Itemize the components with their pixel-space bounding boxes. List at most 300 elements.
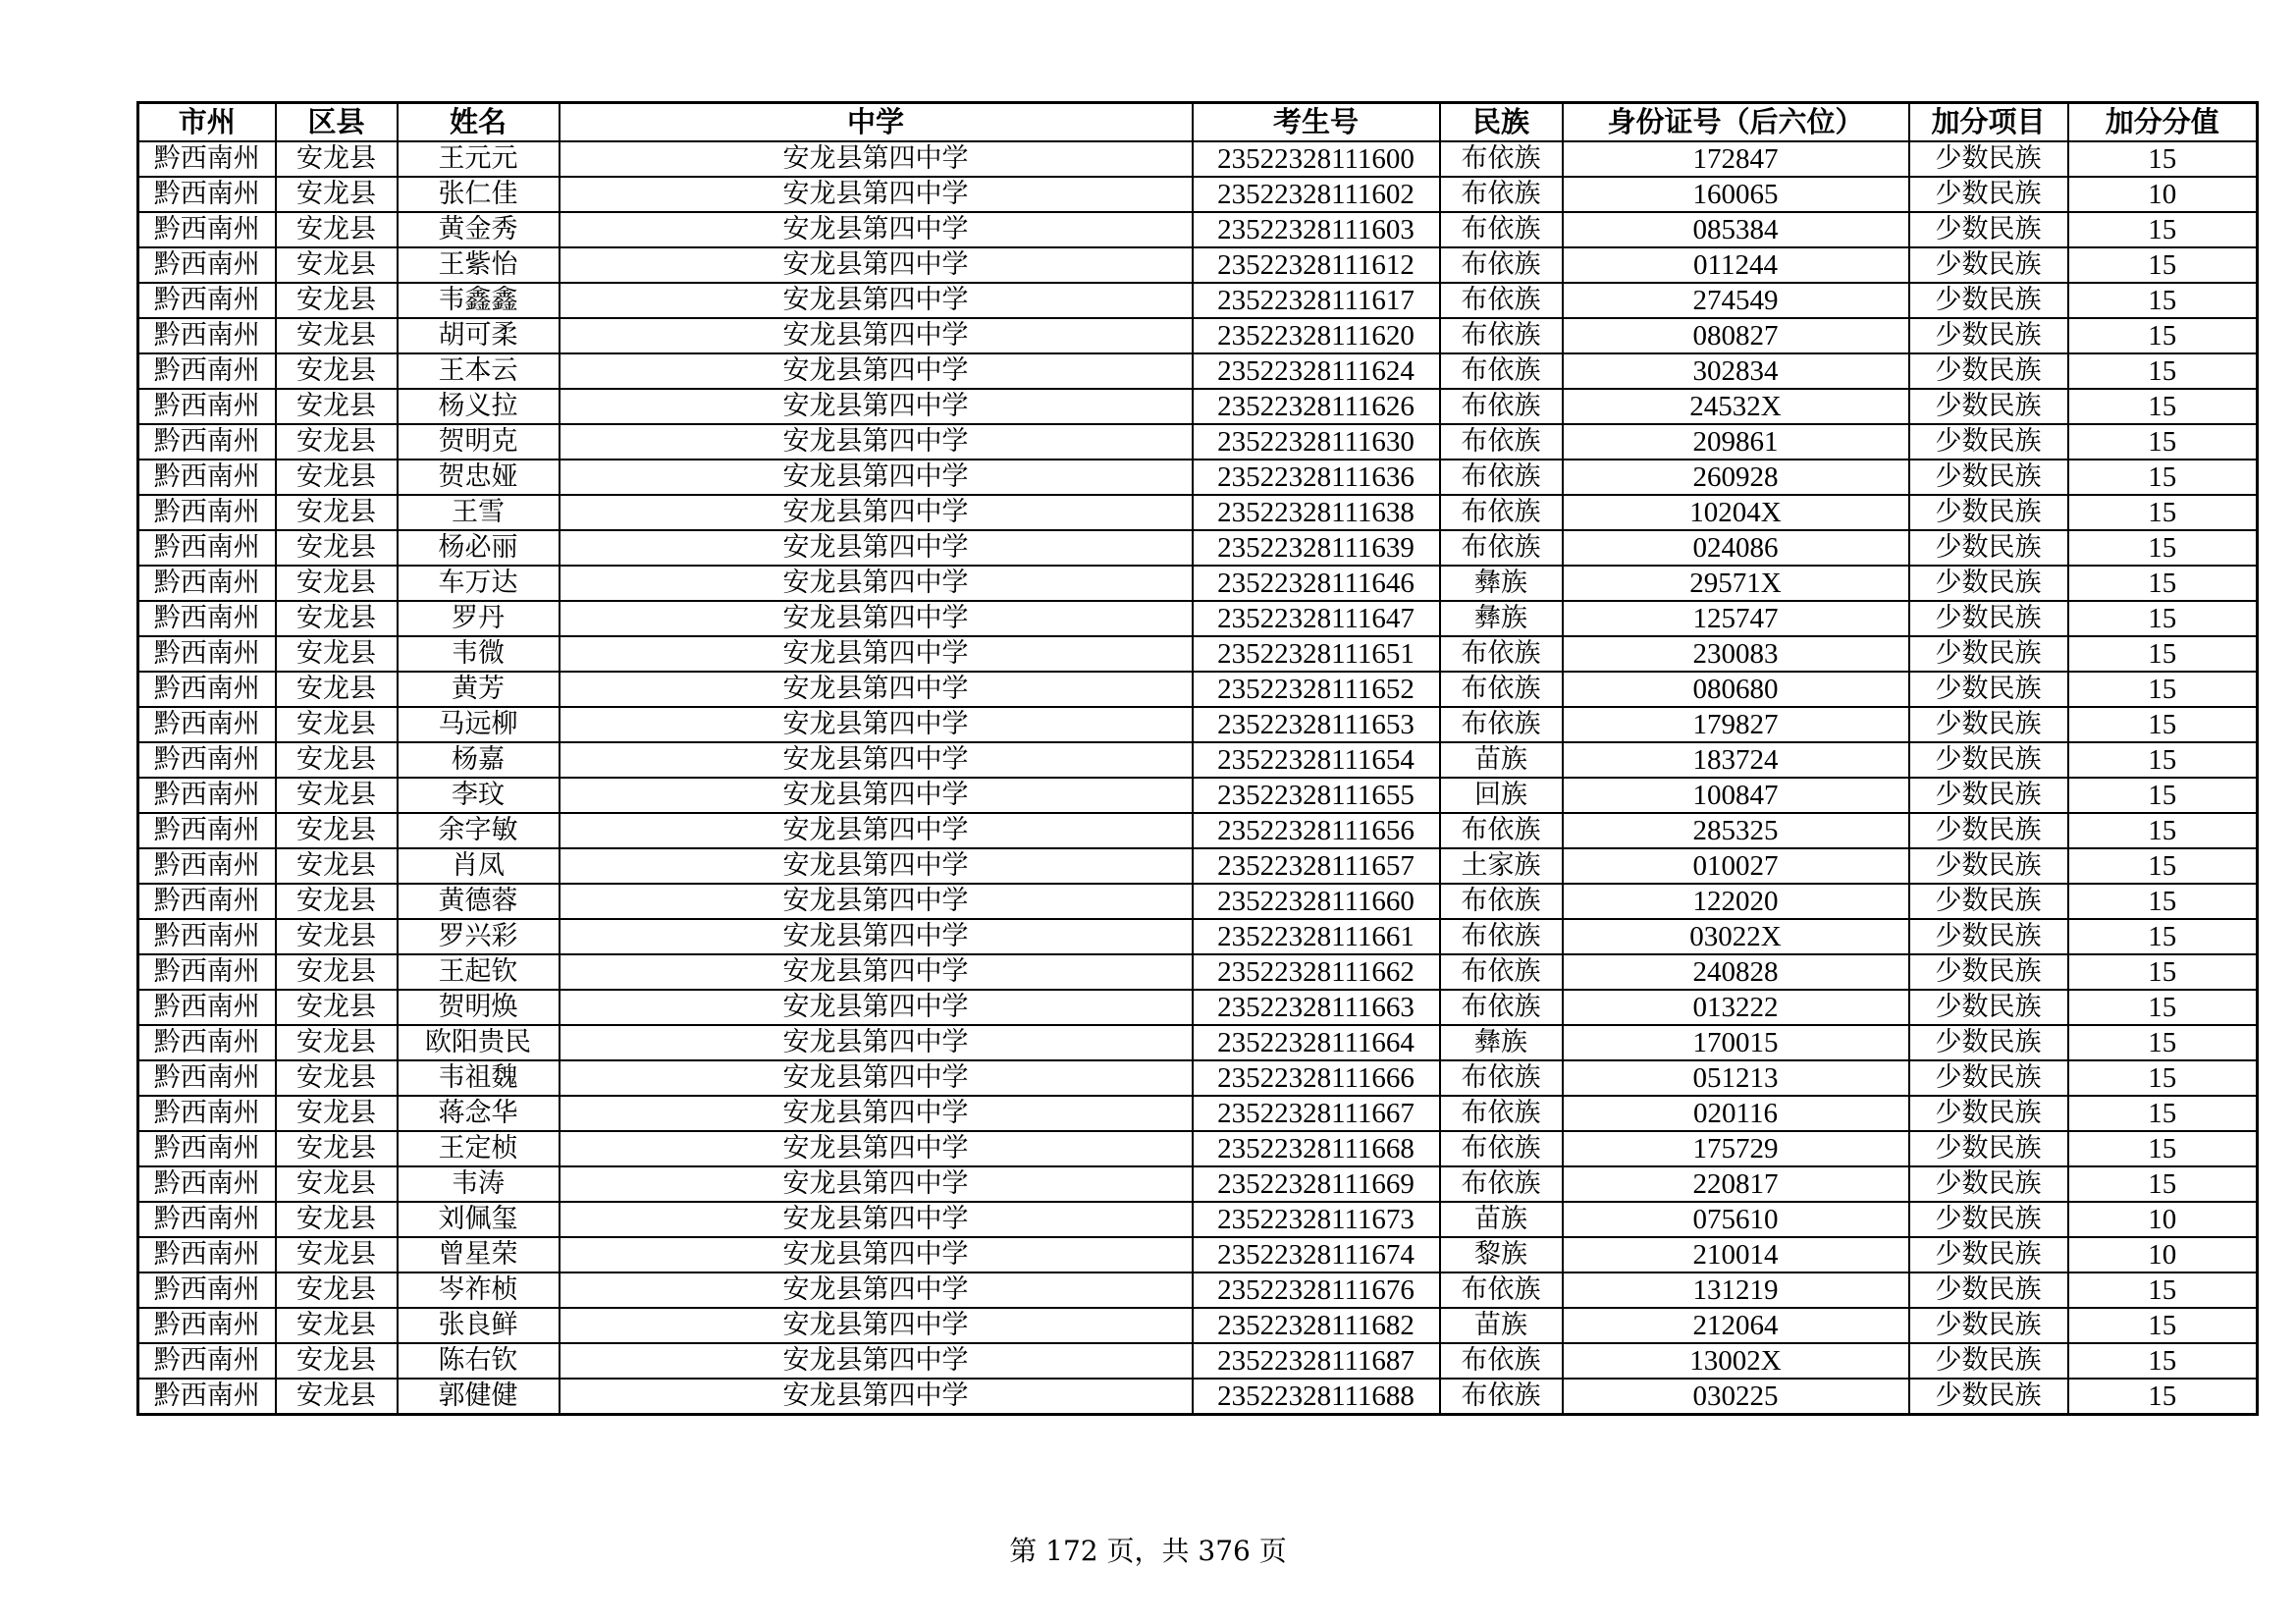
cell-county: 安龙县 [276, 1237, 398, 1272]
cell-school: 安龙县第四中学 [560, 742, 1193, 778]
cell-bonus-points: 15 [2068, 742, 2258, 778]
cell-name: 韦鑫鑫 [398, 283, 560, 318]
cell-bonus-points: 15 [2068, 1060, 2258, 1096]
cell-city: 黔西南州 [138, 636, 276, 672]
header-ethnicity: 民族 [1440, 103, 1563, 142]
cell-ethnicity: 布依族 [1440, 636, 1563, 672]
cell-school: 安龙县第四中学 [560, 212, 1193, 247]
cell-exam-number: 23522328111620 [1193, 318, 1440, 353]
cell-ethnicity: 布依族 [1440, 990, 1563, 1025]
cell-bonus-item: 少数民族 [1909, 1237, 2068, 1272]
cell-id-last-six: 183724 [1563, 742, 1909, 778]
cell-id-last-six: 13002X [1563, 1343, 1909, 1379]
cell-ethnicity: 土家族 [1440, 848, 1563, 884]
cell-name: 张良鲜 [398, 1308, 560, 1343]
table-row [138, 495, 2258, 530]
cell-bonus-item: 少数民族 [1909, 247, 2068, 283]
cell-exam-number: 23522328111647 [1193, 601, 1440, 636]
cell-id-last-six: 172847 [1563, 141, 1909, 177]
cell-county: 安龙县 [276, 1272, 398, 1308]
cell-city: 黔西南州 [138, 1131, 276, 1166]
cell-school: 安龙县第四中学 [560, 1025, 1193, 1060]
cell-city: 黔西南州 [138, 601, 276, 636]
cell-bonus-points: 15 [2068, 919, 2258, 954]
cell-city: 黔西南州 [138, 672, 276, 707]
cell-name: 肖凤 [398, 848, 560, 884]
cell-city: 黔西南州 [138, 495, 276, 530]
cell-bonus-item: 少数民族 [1909, 1202, 2068, 1237]
cell-bonus-points: 15 [2068, 566, 2258, 601]
cell-bonus-item: 少数民族 [1909, 990, 2068, 1025]
cell-city: 黔西南州 [138, 530, 276, 566]
cell-ethnicity: 布依族 [1440, 1379, 1563, 1415]
cell-exam-number: 23522328111669 [1193, 1166, 1440, 1202]
table-row [138, 318, 2258, 353]
cell-school: 安龙县第四中学 [560, 1343, 1193, 1379]
cell-school: 安龙县第四中学 [560, 1096, 1193, 1131]
cell-county: 安龙县 [276, 954, 398, 990]
cell-county: 安龙县 [276, 424, 398, 460]
cell-bonus-item: 少数民族 [1909, 460, 2068, 495]
cell-id-last-six: 030225 [1563, 1379, 1909, 1415]
cell-name: 韦祖魏 [398, 1060, 560, 1096]
cell-id-last-six: 125747 [1563, 601, 1909, 636]
cell-name: 欧阳贵民 [398, 1025, 560, 1060]
cell-bonus-item: 少数民族 [1909, 177, 2068, 212]
cell-city: 黔西南州 [138, 707, 276, 742]
cell-bonus-item: 少数民族 [1909, 1308, 2068, 1343]
cell-ethnicity: 布依族 [1440, 919, 1563, 954]
cell-bonus-points: 15 [2068, 460, 2258, 495]
cell-county: 安龙县 [276, 707, 398, 742]
cell-school: 安龙县第四中学 [560, 353, 1193, 389]
cell-bonus-item: 少数民族 [1909, 530, 2068, 566]
cell-ethnicity: 布依族 [1440, 884, 1563, 919]
cell-name: 王定桢 [398, 1131, 560, 1166]
cell-bonus-points: 10 [2068, 177, 2258, 212]
cell-id-last-six: 210014 [1563, 1237, 1909, 1272]
cell-ethnicity: 布依族 [1440, 954, 1563, 990]
cell-bonus-points: 15 [2068, 212, 2258, 247]
cell-exam-number: 23522328111687 [1193, 1343, 1440, 1379]
cell-id-last-six: 24532X [1563, 389, 1909, 424]
cell-bonus-points: 15 [2068, 1343, 2258, 1379]
cell-ethnicity: 布依族 [1440, 353, 1563, 389]
cell-id-last-six: 080680 [1563, 672, 1909, 707]
cell-ethnicity: 布依族 [1440, 318, 1563, 353]
cell-name: 杨义拉 [398, 389, 560, 424]
cell-bonus-item: 少数民族 [1909, 1131, 2068, 1166]
cell-bonus-points: 15 [2068, 247, 2258, 283]
table-row [138, 247, 2258, 283]
cell-name: 曾星荣 [398, 1237, 560, 1272]
cell-exam-number: 23522328111674 [1193, 1237, 1440, 1272]
cell-name: 岑祚桢 [398, 1272, 560, 1308]
cell-bonus-item: 少数民族 [1909, 1272, 2068, 1308]
table-row [138, 1237, 2258, 1272]
table-row [138, 954, 2258, 990]
cell-exam-number: 23522328111652 [1193, 672, 1440, 707]
cell-bonus-item: 少数民族 [1909, 1166, 2068, 1202]
cell-bonus-points: 15 [2068, 530, 2258, 566]
cell-name: 罗丹 [398, 601, 560, 636]
table-row [138, 848, 2258, 884]
cell-bonus-item: 少数民族 [1909, 1060, 2068, 1096]
cell-name: 罗兴彩 [398, 919, 560, 954]
cell-school: 安龙县第四中学 [560, 141, 1193, 177]
table-row [138, 141, 2258, 177]
cell-ethnicity: 布依族 [1440, 530, 1563, 566]
cell-bonus-item: 少数民族 [1909, 707, 2068, 742]
table-row [138, 530, 2258, 566]
cell-city: 黔西南州 [138, 1308, 276, 1343]
cell-county: 安龙县 [276, 177, 398, 212]
cell-bonus-points: 15 [2068, 848, 2258, 884]
table-row [138, 283, 2258, 318]
cell-name: 马远柳 [398, 707, 560, 742]
cell-ethnicity: 布依族 [1440, 1131, 1563, 1166]
cell-name: 黄金秀 [398, 212, 560, 247]
cell-ethnicity: 布依族 [1440, 495, 1563, 530]
cell-name: 陈右钦 [398, 1343, 560, 1379]
cell-exam-number: 23522328111639 [1193, 530, 1440, 566]
cell-exam-number: 23522328111667 [1193, 1096, 1440, 1131]
cell-county: 安龙县 [276, 1308, 398, 1343]
cell-exam-number: 23522328111653 [1193, 707, 1440, 742]
cell-id-last-six: 013222 [1563, 990, 1909, 1025]
cell-name: 李玟 [398, 778, 560, 813]
cell-school: 安龙县第四中学 [560, 990, 1193, 1025]
cell-bonus-item: 少数民族 [1909, 1379, 2068, 1415]
cell-bonus-points: 15 [2068, 672, 2258, 707]
cell-bonus-item: 少数民族 [1909, 601, 2068, 636]
cell-id-last-six: 274549 [1563, 283, 1909, 318]
cell-id-last-six: 122020 [1563, 884, 1909, 919]
table-row [138, 1025, 2258, 1060]
cell-exam-number: 23522328111664 [1193, 1025, 1440, 1060]
cell-county: 安龙县 [276, 742, 398, 778]
cell-name: 张仁佳 [398, 177, 560, 212]
cell-school: 安龙县第四中学 [560, 495, 1193, 530]
cell-exam-number: 23522328111662 [1193, 954, 1440, 990]
table-row [138, 778, 2258, 813]
cell-bonus-item: 少数民族 [1909, 212, 2068, 247]
cell-bonus-item: 少数民族 [1909, 1025, 2068, 1060]
cell-school: 安龙县第四中学 [560, 283, 1193, 318]
cell-exam-number: 23522328111682 [1193, 1308, 1440, 1343]
cell-id-last-six: 010027 [1563, 848, 1909, 884]
cell-bonus-item: 少数民族 [1909, 636, 2068, 672]
cell-id-last-six: 170015 [1563, 1025, 1909, 1060]
cell-bonus-points: 15 [2068, 636, 2258, 672]
cell-county: 安龙县 [276, 672, 398, 707]
cell-id-last-six: 10204X [1563, 495, 1909, 530]
cell-name: 黄德蓉 [398, 884, 560, 919]
cell-ethnicity: 彝族 [1440, 1025, 1563, 1060]
cell-city: 黔西南州 [138, 1166, 276, 1202]
cell-exam-number: 23522328111663 [1193, 990, 1440, 1025]
cell-exam-number: 23522328111661 [1193, 919, 1440, 954]
cell-ethnicity: 布依族 [1440, 389, 1563, 424]
cell-bonus-points: 15 [2068, 954, 2258, 990]
table-body [138, 141, 2258, 1415]
table-row [138, 636, 2258, 672]
cell-school: 安龙县第四中学 [560, 1131, 1193, 1166]
cell-bonus-item: 少数民族 [1909, 848, 2068, 884]
cell-name: 王雪 [398, 495, 560, 530]
cell-county: 安龙县 [276, 1343, 398, 1379]
cell-ethnicity: 苗族 [1440, 1202, 1563, 1237]
cell-school: 安龙县第四中学 [560, 1272, 1193, 1308]
cell-bonus-points: 15 [2068, 884, 2258, 919]
cell-id-last-six: 209861 [1563, 424, 1909, 460]
cell-ethnicity: 布依族 [1440, 283, 1563, 318]
cell-school: 安龙县第四中学 [560, 1060, 1193, 1096]
cell-ethnicity: 回族 [1440, 778, 1563, 813]
cell-city: 黔西南州 [138, 848, 276, 884]
cell-bonus-points: 15 [2068, 1025, 2258, 1060]
cell-exam-number: 23522328111673 [1193, 1202, 1440, 1237]
cell-id-last-six: 100847 [1563, 778, 1909, 813]
cell-ethnicity: 布依族 [1440, 212, 1563, 247]
cell-ethnicity: 布依族 [1440, 1096, 1563, 1131]
cell-name: 杨嘉 [398, 742, 560, 778]
cell-exam-number: 23522328111668 [1193, 1131, 1440, 1166]
cell-bonus-points: 15 [2068, 353, 2258, 389]
cell-school: 安龙县第四中学 [560, 1379, 1193, 1415]
cell-city: 黔西南州 [138, 919, 276, 954]
cell-id-last-six: 024086 [1563, 530, 1909, 566]
cell-bonus-points: 10 [2068, 1202, 2258, 1237]
cell-bonus-points: 10 [2068, 1237, 2258, 1272]
cell-id-last-six: 220817 [1563, 1166, 1909, 1202]
cell-bonus-points: 15 [2068, 495, 2258, 530]
cell-name: 胡可柔 [398, 318, 560, 353]
header-name: 姓名 [398, 103, 560, 142]
cell-exam-number: 23522328111646 [1193, 566, 1440, 601]
cell-bonus-item: 少数民族 [1909, 353, 2068, 389]
header-exam-number: 考生号 [1193, 103, 1440, 142]
bonus-points-table [136, 101, 2259, 1416]
table-row [138, 1166, 2258, 1202]
cell-county: 安龙县 [276, 318, 398, 353]
cell-bonus-item: 少数民族 [1909, 495, 2068, 530]
cell-county: 安龙县 [276, 141, 398, 177]
table-row [138, 1096, 2258, 1131]
cell-bonus-points: 15 [2068, 1166, 2258, 1202]
cell-id-last-six: 230083 [1563, 636, 1909, 672]
cell-bonus-points: 15 [2068, 601, 2258, 636]
cell-bonus-item: 少数民族 [1909, 1096, 2068, 1131]
cell-id-last-six: 03022X [1563, 919, 1909, 954]
cell-exam-number: 23522328111630 [1193, 424, 1440, 460]
cell-id-last-six: 302834 [1563, 353, 1909, 389]
cell-county: 安龙县 [276, 1379, 398, 1415]
cell-bonus-points: 15 [2068, 283, 2258, 318]
cell-county: 安龙县 [276, 1131, 398, 1166]
cell-id-last-six: 285325 [1563, 813, 1909, 848]
cell-city: 黔西南州 [138, 353, 276, 389]
cell-ethnicity: 苗族 [1440, 1308, 1563, 1343]
table-row [138, 990, 2258, 1025]
cell-exam-number: 23522328111603 [1193, 212, 1440, 247]
cell-school: 安龙县第四中学 [560, 884, 1193, 919]
cell-exam-number: 23522328111654 [1193, 742, 1440, 778]
cell-exam-number: 23522328111688 [1193, 1379, 1440, 1415]
cell-exam-number: 23522328111638 [1193, 495, 1440, 530]
cell-school: 安龙县第四中学 [560, 530, 1193, 566]
header-id-last-six: 身份证号（后六位） [1563, 103, 1909, 142]
cell-bonus-points: 15 [2068, 813, 2258, 848]
table-row [138, 1060, 2258, 1096]
cell-bonus-points: 15 [2068, 1096, 2258, 1131]
cell-bonus-item: 少数民族 [1909, 919, 2068, 954]
cell-name: 韦涛 [398, 1166, 560, 1202]
cell-name: 杨必丽 [398, 530, 560, 566]
cell-ethnicity: 布依族 [1440, 460, 1563, 495]
cell-school: 安龙县第四中学 [560, 247, 1193, 283]
cell-city: 黔西南州 [138, 1379, 276, 1415]
cell-bonus-item: 少数民族 [1909, 283, 2068, 318]
cell-county: 安龙县 [276, 778, 398, 813]
cell-exam-number: 23522328111666 [1193, 1060, 1440, 1096]
cell-name: 余字敏 [398, 813, 560, 848]
cell-school: 安龙县第四中学 [560, 1308, 1193, 1343]
cell-exam-number: 23522328111676 [1193, 1272, 1440, 1308]
cell-id-last-six: 212064 [1563, 1308, 1909, 1343]
table-row [138, 1379, 2258, 1415]
table-row [138, 707, 2258, 742]
cell-ethnicity: 布依族 [1440, 247, 1563, 283]
cell-bonus-item: 少数民族 [1909, 424, 2068, 460]
cell-name: 黄芳 [398, 672, 560, 707]
cell-school: 安龙县第四中学 [560, 1202, 1193, 1237]
cell-ethnicity: 黎族 [1440, 1237, 1563, 1272]
cell-exam-number: 23522328111626 [1193, 389, 1440, 424]
table-row [138, 813, 2258, 848]
table-row [138, 742, 2258, 778]
cell-bonus-points: 15 [2068, 990, 2258, 1025]
cell-school: 安龙县第四中学 [560, 424, 1193, 460]
cell-school: 安龙县第四中学 [560, 778, 1193, 813]
cell-city: 黔西南州 [138, 318, 276, 353]
cell-county: 安龙县 [276, 1202, 398, 1237]
cell-bonus-item: 少数民族 [1909, 672, 2068, 707]
cell-county: 安龙县 [276, 813, 398, 848]
cell-city: 黔西南州 [138, 1096, 276, 1131]
cell-ethnicity: 布依族 [1440, 1343, 1563, 1379]
table-row [138, 1308, 2258, 1343]
table-row [138, 672, 2258, 707]
cell-exam-number: 23522328111612 [1193, 247, 1440, 283]
cell-name: 贺明克 [398, 424, 560, 460]
cell-exam-number: 23522328111660 [1193, 884, 1440, 919]
cell-county: 安龙县 [276, 353, 398, 389]
cell-ethnicity: 苗族 [1440, 742, 1563, 778]
cell-id-last-six: 29571X [1563, 566, 1909, 601]
cell-bonus-points: 15 [2068, 778, 2258, 813]
cell-city: 黔西南州 [138, 778, 276, 813]
header-school: 中学 [560, 103, 1193, 142]
cell-city: 黔西南州 [138, 283, 276, 318]
cell-school: 安龙县第四中学 [560, 389, 1193, 424]
cell-city: 黔西南州 [138, 1343, 276, 1379]
cell-city: 黔西南州 [138, 566, 276, 601]
cell-county: 安龙县 [276, 1060, 398, 1096]
cell-county: 安龙县 [276, 247, 398, 283]
cell-city: 黔西南州 [138, 1025, 276, 1060]
cell-name: 蒋念华 [398, 1096, 560, 1131]
header-bonus-points: 加分分值 [2068, 103, 2258, 142]
cell-bonus-points: 15 [2068, 318, 2258, 353]
cell-school: 安龙县第四中学 [560, 848, 1193, 884]
table-row [138, 424, 2258, 460]
cell-county: 安龙县 [276, 1096, 398, 1131]
cell-bonus-points: 15 [2068, 424, 2258, 460]
cell-county: 安龙县 [276, 530, 398, 566]
cell-county: 安龙县 [276, 1166, 398, 1202]
cell-exam-number: 23522328111657 [1193, 848, 1440, 884]
header-bonus-item: 加分项目 [1909, 103, 2068, 142]
cell-id-last-six: 075610 [1563, 1202, 1909, 1237]
cell-id-last-six: 260928 [1563, 460, 1909, 495]
cell-county: 安龙县 [276, 495, 398, 530]
cell-school: 安龙县第四中学 [560, 460, 1193, 495]
cell-id-last-six: 085384 [1563, 212, 1909, 247]
cell-exam-number: 23522328111617 [1193, 283, 1440, 318]
cell-bonus-item: 少数民族 [1909, 813, 2068, 848]
cell-county: 安龙县 [276, 636, 398, 672]
cell-id-last-six: 240828 [1563, 954, 1909, 990]
cell-bonus-points: 15 [2068, 1379, 2258, 1415]
cell-id-last-six: 020116 [1563, 1096, 1909, 1131]
cell-school: 安龙县第四中学 [560, 318, 1193, 353]
cell-county: 安龙县 [276, 460, 398, 495]
table-row [138, 601, 2258, 636]
cell-county: 安龙县 [276, 389, 398, 424]
cell-id-last-six: 179827 [1563, 707, 1909, 742]
cell-county: 安龙县 [276, 566, 398, 601]
cell-exam-number: 23522328111651 [1193, 636, 1440, 672]
cell-county: 安龙县 [276, 1025, 398, 1060]
cell-city: 黔西南州 [138, 954, 276, 990]
cell-name: 郭健健 [398, 1379, 560, 1415]
cell-bonus-item: 少数民族 [1909, 778, 2068, 813]
cell-school: 安龙县第四中学 [560, 177, 1193, 212]
header-city: 市州 [138, 103, 276, 142]
cell-id-last-six: 175729 [1563, 1131, 1909, 1166]
cell-bonus-item: 少数民族 [1909, 141, 2068, 177]
cell-bonus-points: 15 [2068, 1131, 2258, 1166]
page-footer: 第 172 页，共 376 页 [1009, 1535, 1287, 1567]
cell-name: 贺忠娅 [398, 460, 560, 495]
cell-bonus-points: 15 [2068, 707, 2258, 742]
cell-name: 贺明焕 [398, 990, 560, 1025]
cell-ethnicity: 布依族 [1440, 672, 1563, 707]
header-county: 区县 [276, 103, 398, 142]
cell-school: 安龙县第四中学 [560, 566, 1193, 601]
cell-city: 黔西南州 [138, 884, 276, 919]
cell-city: 黔西南州 [138, 1272, 276, 1308]
cell-school: 安龙县第四中学 [560, 813, 1193, 848]
cell-city: 黔西南州 [138, 247, 276, 283]
cell-bonus-points: 15 [2068, 1308, 2258, 1343]
cell-school: 安龙县第四中学 [560, 672, 1193, 707]
cell-city: 黔西南州 [138, 742, 276, 778]
cell-exam-number: 23522328111655 [1193, 778, 1440, 813]
cell-county: 安龙县 [276, 283, 398, 318]
cell-bonus-item: 少数民族 [1909, 954, 2068, 990]
